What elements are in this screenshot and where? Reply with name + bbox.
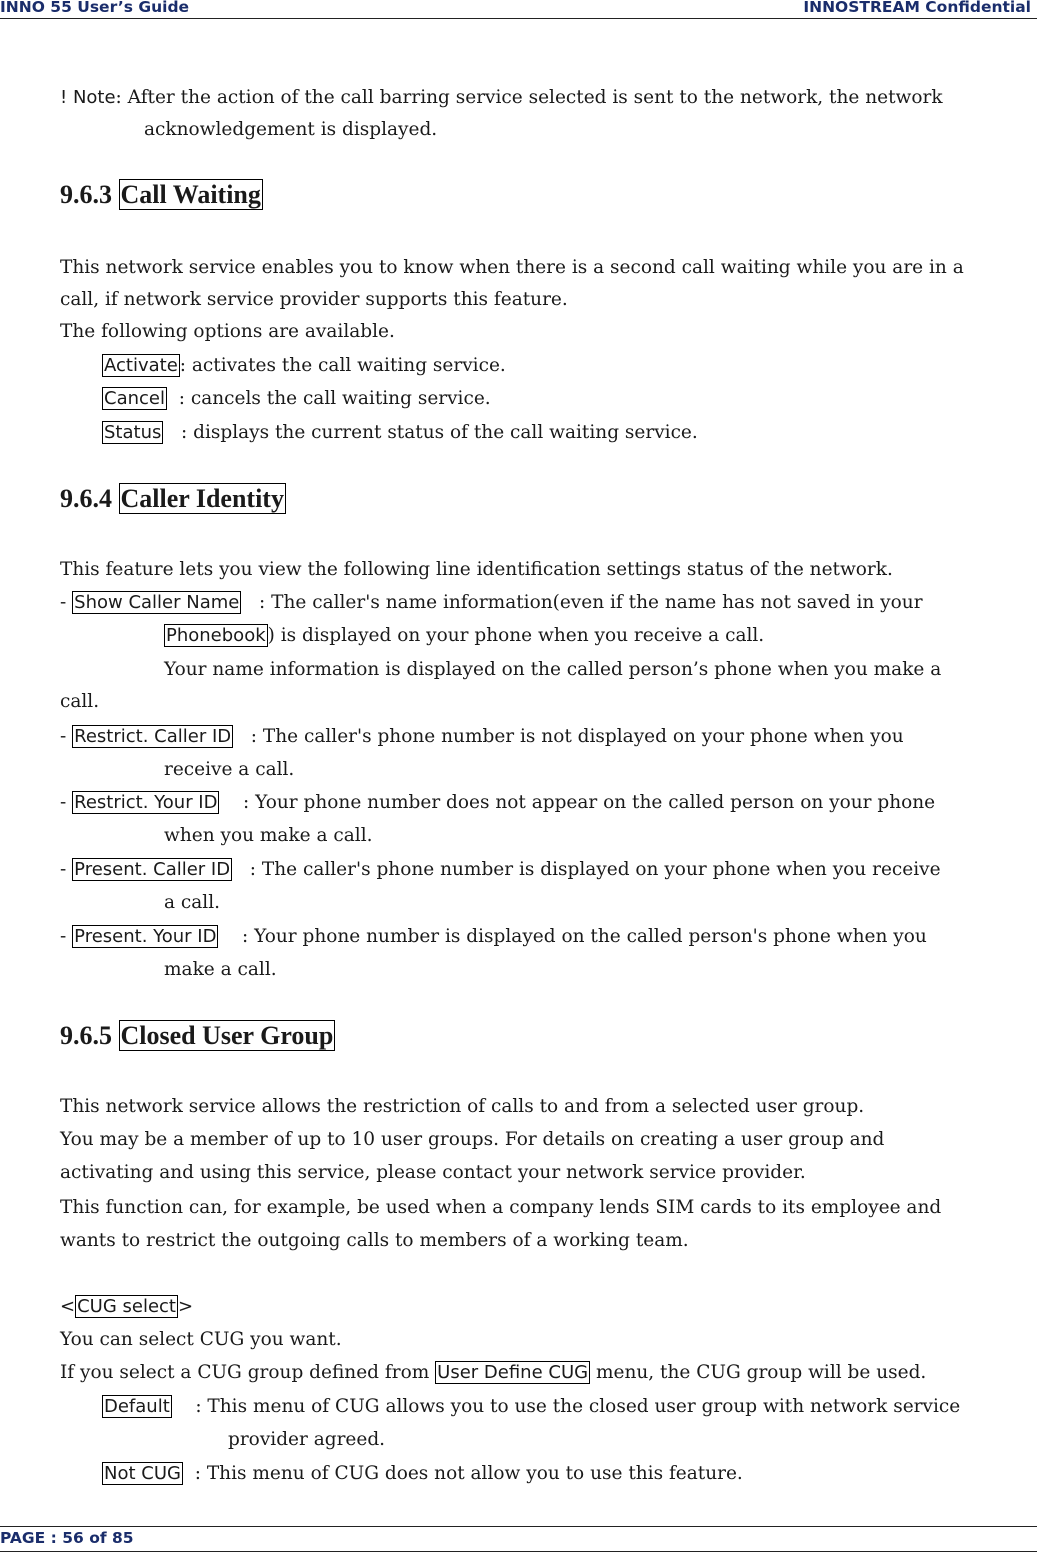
item-continuation: Your name information is displayed on the called person’s phone when you make a bbox=[164, 659, 942, 680]
page-number: PAGE : 56 of 85 bbox=[0, 1529, 134, 1547]
present-caller-id-link[interactable]: Present. Caller ID bbox=[74, 859, 231, 880]
item-continuation: Phonebook ) is displayed on your phone when you receive a call. bbox=[166, 625, 765, 646]
paragraph: You may be a member of up to 10 user groups. For details on creating a user group and bbox=[60, 1129, 885, 1150]
section-heading-9-6-3: 9.6.3 Call Waiting bbox=[60, 180, 261, 209]
not-cug-link[interactable]: Not CUG bbox=[104, 1463, 181, 1484]
header-doc-title: INNO 55 User’s Guide bbox=[0, 0, 190, 16]
default-link[interactable]: Default bbox=[104, 1396, 170, 1417]
show-caller-name-link[interactable]: Show Caller Name bbox=[74, 592, 240, 613]
section-heading-9-6-5: 9.6.5 Closed User Group bbox=[60, 1021, 334, 1050]
item-continuation: a call. bbox=[164, 892, 221, 913]
paragraph: This network service enables you to know when there is a second call waiting while you are in a bbox=[60, 257, 964, 278]
cug-select-heading: < CUG select > bbox=[60, 1296, 194, 1317]
item-restrict-caller-id: - Restrict. Caller ID : The caller's phone number is not displayed on your phone when you bbox=[60, 726, 904, 747]
section-heading-9-6-4: 9.6.4 Caller Identity bbox=[60, 484, 284, 513]
activate-link[interactable]: Activate bbox=[104, 355, 178, 376]
phonebook-link[interactable]: Phonebook bbox=[166, 625, 266, 646]
item-continuation: call. bbox=[60, 691, 100, 712]
paragraph: This function can, for example, be used when a company lends SIM cards to its employee and bbox=[60, 1197, 942, 1218]
user-define-cug-link[interactable]: User Define CUG bbox=[437, 1362, 589, 1383]
item-continuation: when you make a call. bbox=[164, 825, 373, 846]
item-present-caller-id: - Present. Caller ID : The caller's phone number is displayed on your phone when you receive bbox=[60, 859, 941, 880]
page-footer bbox=[0, 1526, 1037, 1552]
item-present-your-id: - Present. Your ID : Your phone number is displayed on the called person's phone when you bbox=[60, 926, 927, 947]
option-not-cug: Not CUG : This menu of CUG does not allow you to use this feature. bbox=[104, 1463, 743, 1484]
page-header bbox=[0, 0, 1037, 19]
paragraph: This feature lets you view the following line identification settings status of the network. bbox=[60, 559, 893, 580]
option-activate: Activate : activates the call waiting service. bbox=[104, 355, 506, 376]
paragraph: activating and using this service, please contact your network service provider. bbox=[60, 1162, 806, 1183]
status-link[interactable]: Status bbox=[104, 422, 162, 443]
closed-user-group-title[interactable]: Closed User Group bbox=[120, 1021, 334, 1050]
paragraph: The following options are available. bbox=[60, 321, 395, 342]
item-restrict-your-id: - Restrict. Your ID : Your phone number does not appear on the called person on your phone bbox=[60, 792, 936, 813]
option-status: Status : displays the current status of the call waiting service. bbox=[104, 422, 698, 443]
paragraph: call, if network service provider supports this feature. bbox=[60, 289, 568, 310]
item-show-caller-name: - Show Caller Name : The caller's name information(even if the name has not saved in your bbox=[60, 592, 923, 613]
cancel-link[interactable]: Cancel bbox=[104, 388, 165, 409]
call-waiting-title[interactable]: Call Waiting bbox=[120, 180, 261, 209]
option-cancel: Cancel : cancels the call waiting service. bbox=[104, 388, 491, 409]
paragraph: If you select a CUG group defined from User Define CUG menu, the CUG group will be used. bbox=[60, 1362, 927, 1383]
restrict-your-id-link[interactable]: Restrict. Your ID bbox=[74, 792, 218, 813]
note-line-1: ! Note: After the action of the call barring service selected is sent to the network, the network bbox=[60, 87, 943, 108]
paragraph: This network service allows the restriction of calls to and from a selected user group. bbox=[60, 1096, 865, 1117]
item-continuation: receive a call. bbox=[164, 759, 295, 780]
item-continuation: provider agreed. bbox=[228, 1429, 386, 1450]
cug-select-link[interactable]: CUG select bbox=[77, 1296, 176, 1317]
restrict-caller-id-link[interactable]: Restrict. Caller ID bbox=[74, 726, 232, 747]
present-your-id-link[interactable]: Present. Your ID bbox=[74, 926, 217, 947]
item-continuation: make a call. bbox=[164, 959, 277, 980]
option-default: Default : This menu of CUG allows you to use the closed user group with network service bbox=[104, 1396, 961, 1417]
header-confidential: INNOSTREAM Confidential bbox=[803, 0, 1031, 16]
note-line-2: acknowledgement is displayed. bbox=[144, 119, 438, 140]
caller-identity-title[interactable]: Caller Identity bbox=[120, 484, 284, 513]
paragraph: wants to restrict the outgoing calls to members of a working team. bbox=[60, 1230, 689, 1251]
paragraph: You can select CUG you want. bbox=[60, 1329, 342, 1350]
